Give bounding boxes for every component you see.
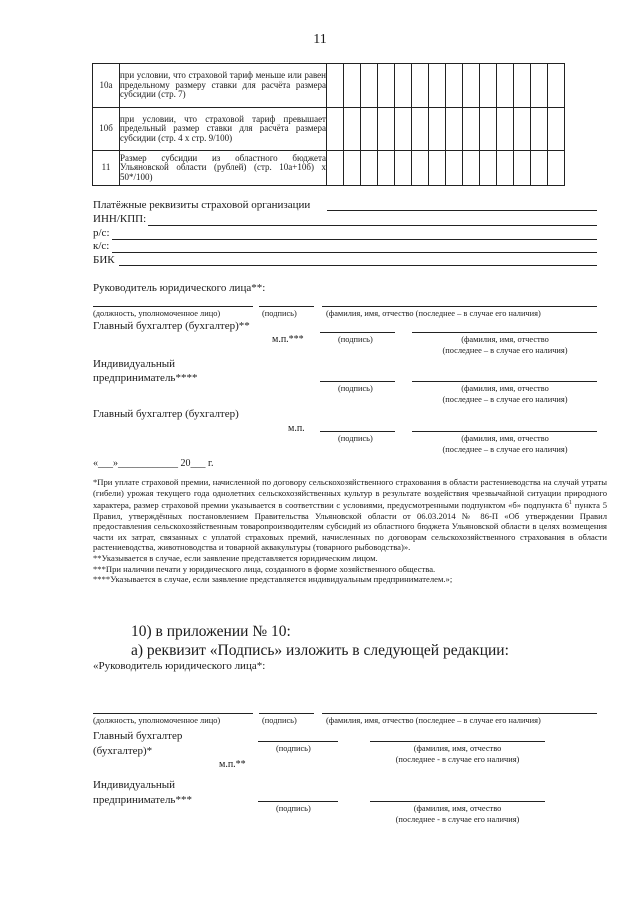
row-text: при условии, что страховой тариф меньше или равен предельному размеру ставки для расчёта размера субсидии (стр. 7) bbox=[120, 64, 327, 108]
entrepreneur-label-1: Индивидуальный bbox=[93, 358, 175, 370]
footnote-4: ****Указывается в случае, если заявление представляется индивидуальным предпринимателем.»; bbox=[93, 574, 453, 585]
amendment-item-10: 10) в приложении № 10: bbox=[131, 623, 291, 640]
entrepreneur-label-2: предприниматель**** bbox=[93, 372, 198, 384]
signature-line bbox=[258, 741, 338, 742]
stamp-label: м.п. bbox=[288, 423, 305, 434]
signature-line bbox=[259, 306, 314, 307]
rs-line bbox=[112, 239, 597, 240]
row-number: 11 bbox=[93, 151, 120, 186]
page-number: 11 bbox=[313, 32, 327, 47]
caption-fio-1: (фамилия, имя, отчество bbox=[461, 384, 549, 393]
signature-line bbox=[320, 332, 395, 333]
caption-position: (должность, уполномоченное лицо) bbox=[93, 309, 221, 318]
footnotes bbox=[93, 477, 607, 585]
head-label: Руководитель юридического лица**: bbox=[93, 282, 266, 294]
caption-fio-1: (фамилия, имя, отчество bbox=[413, 744, 502, 753]
fio-line bbox=[322, 306, 597, 307]
chief-label-2: (бухгалтер)* bbox=[93, 745, 153, 757]
ks-label: к/с: bbox=[93, 240, 110, 252]
chief-accountant-label: Главный бухгалтер (бухгалтер)** bbox=[93, 320, 250, 332]
signature-line bbox=[320, 431, 395, 432]
row-number: 10а bbox=[93, 64, 120, 108]
row-text: Размер субсидии из областного бюджета Ульяновской области (рублей) (стр. 10а+10б) х 50*/100) bbox=[120, 151, 327, 186]
fio-line bbox=[412, 332, 597, 333]
caption-fio-2: (последнее – в случае его наличия) bbox=[442, 346, 568, 355]
table-row bbox=[93, 108, 565, 151]
caption-signature: (подпись) bbox=[262, 716, 297, 725]
fio-line bbox=[370, 741, 545, 742]
fio-line bbox=[370, 801, 545, 802]
position-line bbox=[93, 306, 253, 307]
footnote-3: ***При наличии печати у юридического лица, созданного в форме хозяйственного общества. bbox=[93, 563, 436, 574]
table-row bbox=[93, 64, 565, 108]
caption-fio-2: (последнее - в случае его наличия) bbox=[395, 815, 520, 824]
caption-fio-2: (последнее - в случае его наличия) bbox=[395, 755, 520, 764]
caption-signature: (подпись) bbox=[276, 744, 311, 753]
head-label-2: «Руководитель юридического лица*: bbox=[93, 660, 266, 672]
chief-label-1: Главный бухгалтер bbox=[93, 730, 183, 742]
position-line bbox=[93, 713, 253, 714]
row-number: 10б bbox=[93, 108, 120, 151]
subsidy-table bbox=[92, 63, 565, 186]
caption-fio: (фамилия, имя, отчество (последнее – в случае его наличия) bbox=[326, 309, 541, 318]
amendment-item-a: а) реквизит «Подпись» изложить в следующей редакции: bbox=[131, 642, 509, 659]
table-row bbox=[93, 151, 565, 186]
ks-line bbox=[112, 252, 597, 253]
footnote-1: *При уплате страховой премии, начисленной по договору сельскохозяйственного страхования в области растениеводства на случай утраты (гибели) урожая текущего года однолетних сельскохозяйственных культур в результате воздействия чрезвычайной ситуации природного характера, размер страховой премии указывается в соответствии с условиями, предусмотренными подпунктом «б» подпункта $6^1$ пункта 5 Правил, утверждённых постановлением Правительства Ульяновской области от 06.03.2014 № 86-П «Об утверждении Правил предоставления сельскохозяйственным товаропроизводителям субсидий из областного бюджета Ульяновской области в целях возмещения части их затрат, связанных с уплатой страховых премий, начисленных по договорам сельскохозяйственного страхования в области растениеводства, животноводства и товарной аквакультуры (товарного рыбоводства)». bbox=[93, 477, 608, 553]
row-text: при условии, что страховой тариф превышает предельный размер ставки для расчёта размера субсидии (стр. 4 х стр. 9/100) bbox=[120, 108, 327, 151]
requisites-title: Платёжные реквизиты страховой организации bbox=[93, 199, 311, 211]
inn-label: ИНН/КПП: bbox=[93, 213, 147, 225]
signature-line bbox=[259, 713, 314, 714]
caption-fio: (фамилия, имя, отчество (последнее – в случае его наличия) bbox=[326, 716, 541, 725]
caption-fio-2: (последнее – в случае его наличия) bbox=[442, 445, 568, 454]
date-field: «___»____________ 20___ г. bbox=[93, 458, 214, 469]
signature-line bbox=[320, 381, 395, 382]
bik-label: БИК bbox=[93, 254, 115, 266]
fio-line bbox=[412, 431, 597, 432]
fio-line bbox=[412, 381, 597, 382]
rs-label: р/с: bbox=[93, 227, 110, 239]
caption-fio-1: (фамилия, имя, отчество bbox=[461, 434, 549, 443]
fio-line bbox=[322, 713, 597, 714]
footnote-2: **Указывается в случае, если заявление представляется юридическим лицом. bbox=[93, 553, 378, 564]
entrepreneur-label-2: предприниматель*** bbox=[93, 794, 192, 806]
entrepreneur-label-1: Индивидуальный bbox=[93, 779, 175, 791]
chief-accountant-label-2: Главный бухгалтер (бухгалтер) bbox=[93, 408, 239, 420]
signature-line bbox=[258, 801, 338, 802]
requisites-title-line bbox=[327, 210, 597, 211]
bik-line bbox=[119, 265, 597, 266]
caption-signature: (подпись) bbox=[338, 434, 373, 443]
inn-line bbox=[148, 225, 597, 226]
caption-signature: (подпись) bbox=[338, 384, 373, 393]
stamp-label: м.п.*** bbox=[272, 334, 304, 345]
caption-fio-1: (фамилия, имя, отчество bbox=[413, 804, 502, 813]
caption-signature: (подпись) bbox=[262, 309, 297, 318]
caption-fio-2: (последнее – в случае его наличия) bbox=[442, 395, 568, 404]
caption-position: (должность, уполномоченное лицо) bbox=[93, 716, 221, 725]
caption-fio-1: (фамилия, имя, отчество bbox=[461, 335, 549, 344]
caption-signature: (подпись) bbox=[276, 804, 311, 813]
stamp-label: м.п.** bbox=[219, 759, 246, 770]
caption-signature: (подпись) bbox=[338, 335, 373, 344]
